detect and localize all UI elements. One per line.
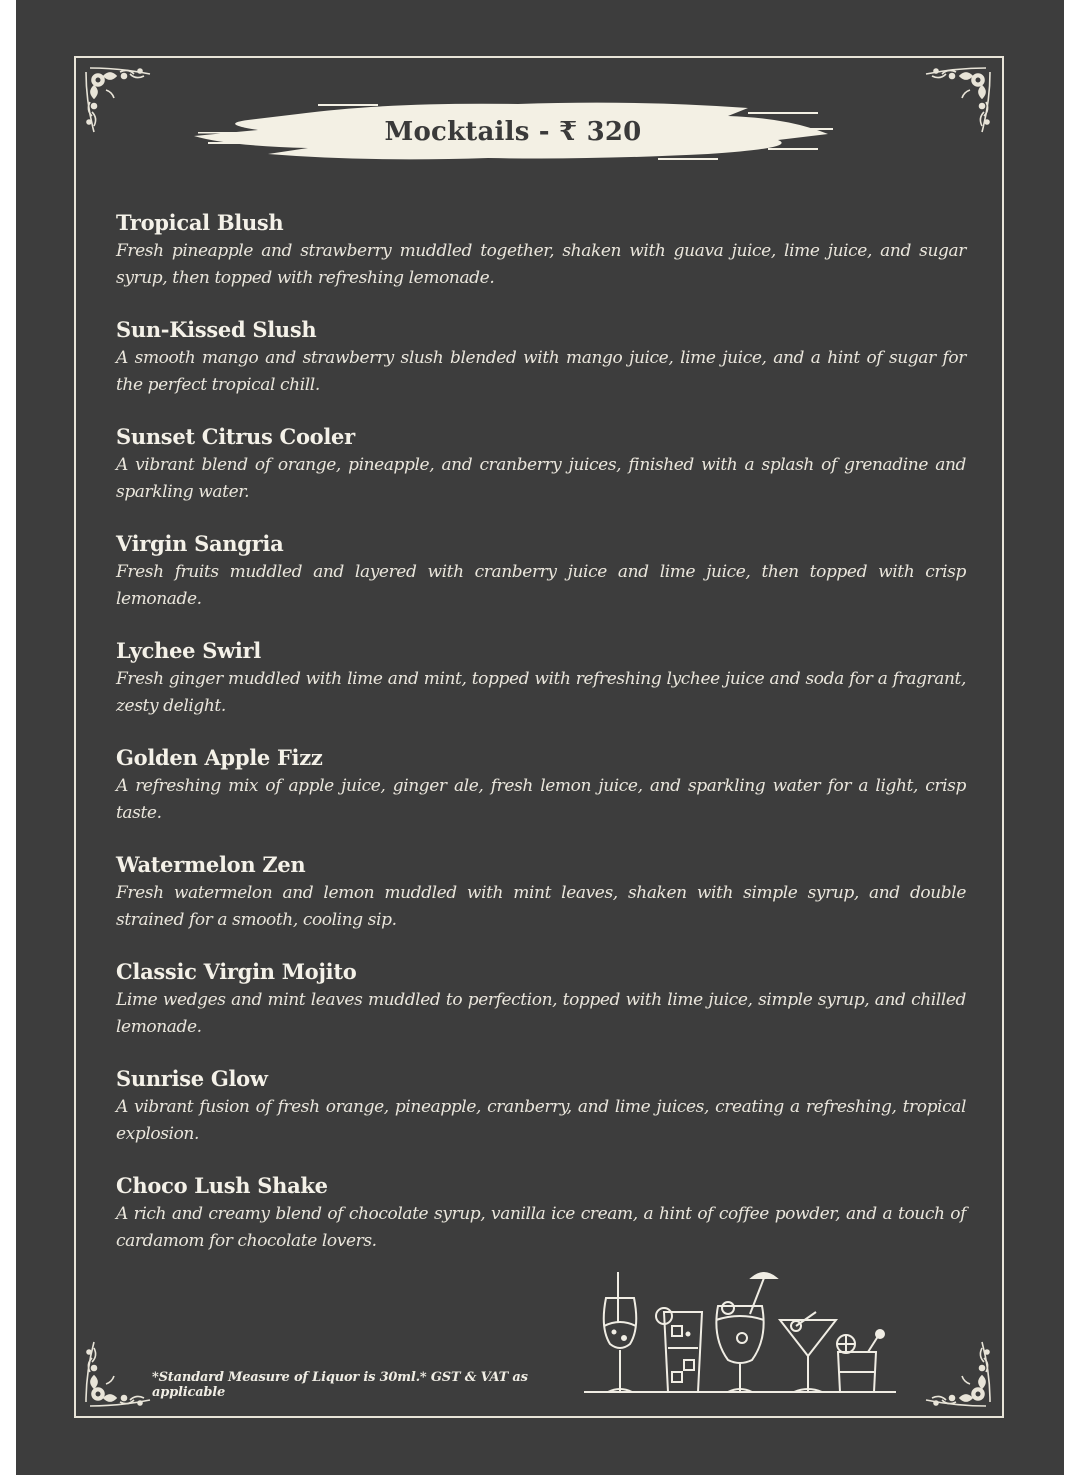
menu-item — [116, 208, 966, 315]
item-name: Lychee Swirl — [116, 638, 261, 663]
menu-item — [116, 957, 966, 1064]
floral-corner-icon — [80, 62, 156, 138]
page-title: Mocktails - ₹ 320 — [384, 117, 642, 147]
menu-item — [116, 1064, 966, 1171]
item-description: A smooth mango and strawberry slush blended with mango juice, lime juice, and a hint of sugar for the perfect tropical chill. — [116, 348, 966, 395]
item-description: Lime wedges and mint leaves muddled to perfection, topped with lime juice, simple syrup, and chilled lemonade. — [116, 990, 966, 1037]
item-name: Virgin Sangria — [116, 531, 284, 556]
item-description: Fresh ginger muddled with lime and mint, topped with refreshing lychee juice and soda for a fragrant, zesty delight. — [116, 669, 966, 716]
item-name: Sun-Kissed Slush — [116, 317, 317, 342]
item-description: Fresh watermelon and lemon muddled with mint leaves, shaken with simple syrup, and double strained for a smooth, cooling sip. — [116, 883, 966, 930]
item-description: Fresh fruits muddled and layered with cranberry juice and lime juice, then topped with crisp lemonade. — [116, 562, 966, 609]
item-description: A rich and creamy blend of chocolate syrup, vanilla ice cream, a hint of coffee powder, and a touch of cardamom for chocolate lovers. — [116, 1204, 966, 1251]
item-name: Classic Virgin Mojito — [116, 959, 357, 984]
floral-corner-icon — [920, 1336, 996, 1412]
floral-corner-icon — [920, 62, 996, 138]
menu-item — [116, 315, 966, 422]
item-name: Tropical Blush — [116, 210, 284, 235]
menu-item — [116, 850, 966, 957]
item-description: Fresh pineapple and strawberry muddled together, shaken with guava juice, lime juice, and sugar syrup, then topped with refreshing lemonade. — [116, 241, 966, 288]
menu-item — [116, 529, 966, 636]
footnote: *Standard Measure of Liquor is 30ml.* GST & VAT as applicable — [152, 1370, 528, 1400]
menu-item — [116, 422, 966, 529]
cocktail-glasses-illustration — [584, 1268, 896, 1410]
item-name: Watermelon Zen — [116, 852, 306, 877]
menu-item — [116, 1171, 966, 1278]
item-name: Sunset Citrus Cooler — [116, 424, 355, 449]
menu-item-list — [116, 208, 966, 1278]
item-name: Choco Lush Shake — [116, 1173, 328, 1198]
item-name: Golden Apple Fizz — [116, 745, 323, 770]
menu-item — [116, 743, 966, 850]
item-description: A refreshing mix of apple juice, ginger ale, fresh lemon juice, and sparkling water for a light, crisp taste. — [116, 776, 966, 823]
item-description: A vibrant blend of orange, pineapple, and cranberry juices, finished with a splash of grenadine and sparkling water. — [116, 455, 966, 502]
menu-item — [116, 636, 966, 743]
floral-corner-icon — [80, 1336, 156, 1412]
item-name: Sunrise Glow — [116, 1066, 268, 1091]
item-description: A vibrant fusion of fresh orange, pineapple, cranberry, and lime juices, creating a refreshing, tropical explosion. — [116, 1097, 966, 1144]
